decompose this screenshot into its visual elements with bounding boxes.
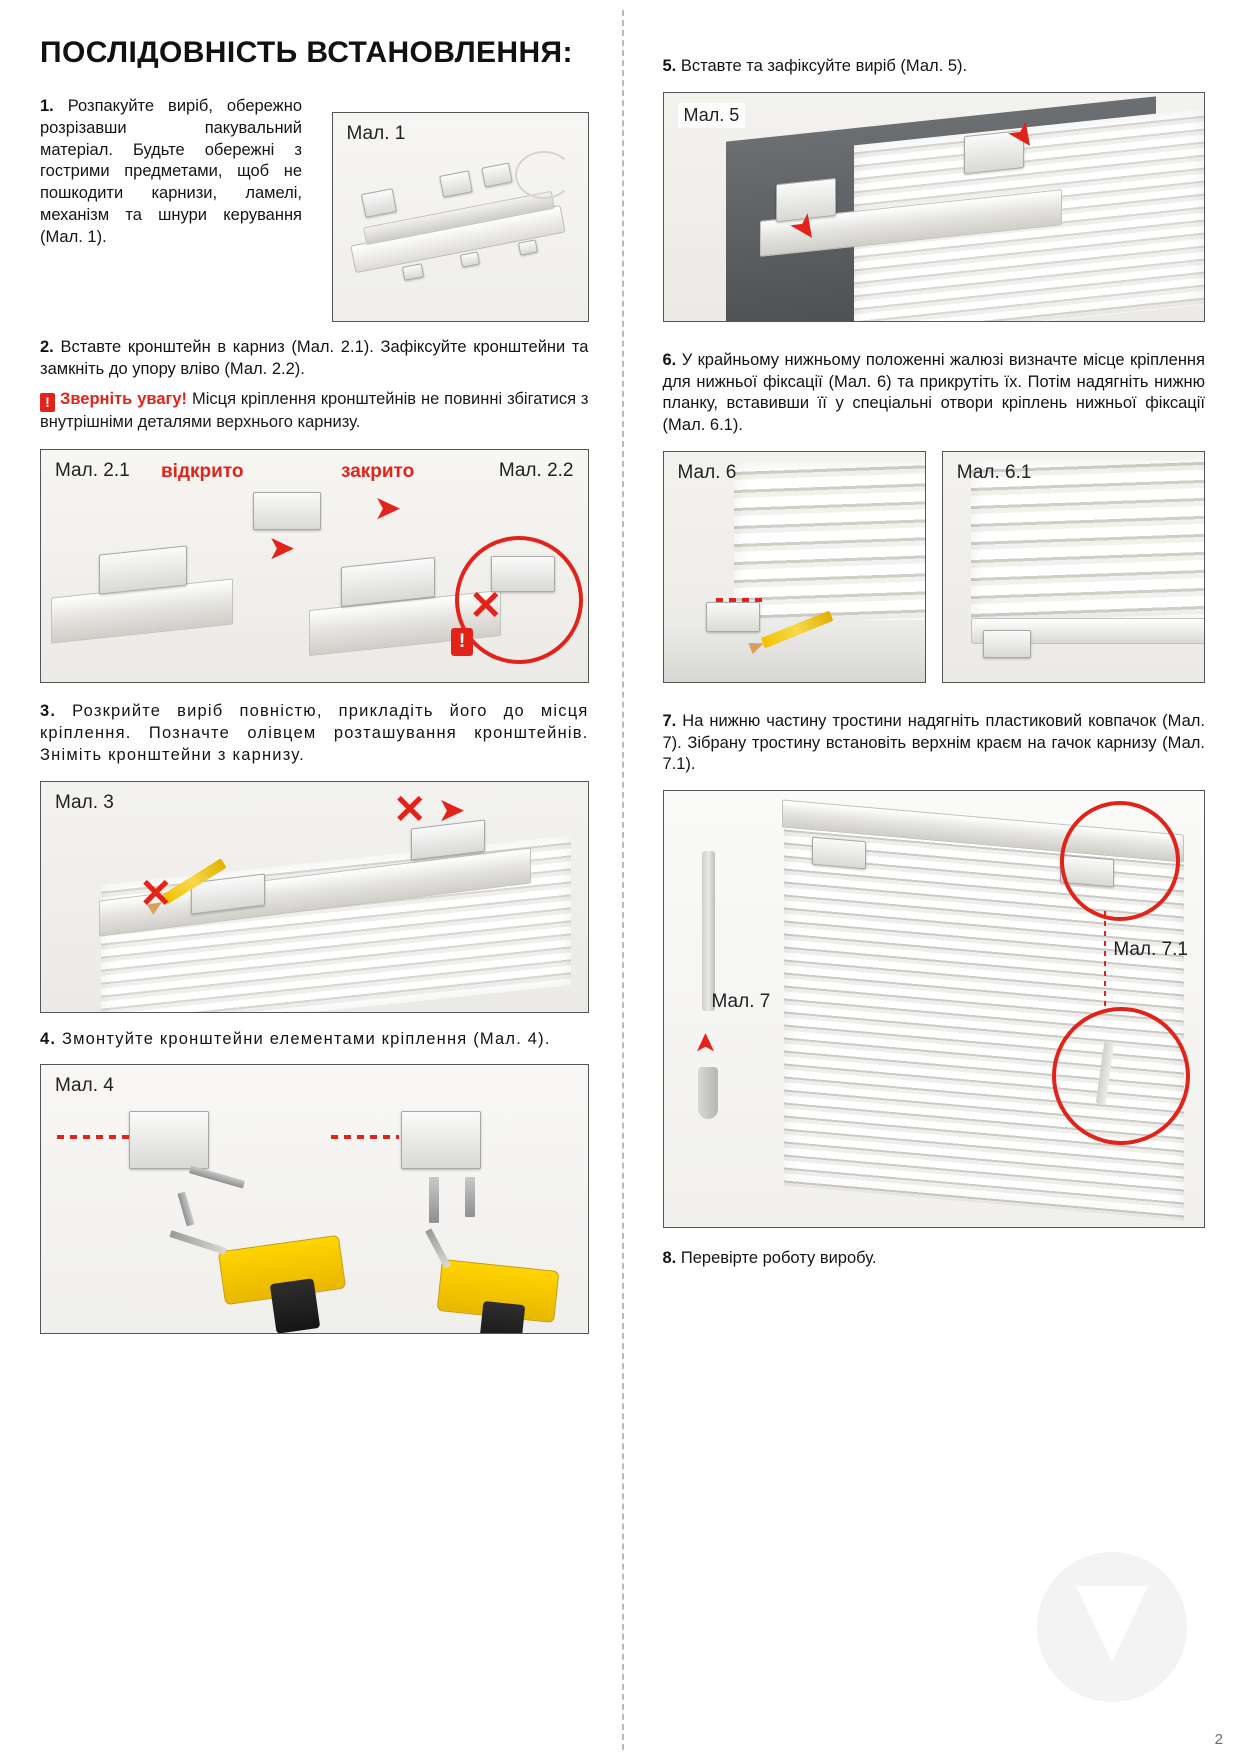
step-3-text — [40, 701, 589, 766]
cross-icon: ✕ — [469, 584, 503, 629]
step-2-text — [40, 337, 589, 381]
exclamation-badge: ! — [451, 628, 473, 656]
step-2-number: 2. — [40, 338, 54, 356]
dotted-guide-line — [57, 1135, 131, 1139]
cross-icon: ✕ — [139, 871, 173, 916]
zoom-connector-line — [1104, 911, 1106, 1007]
column-divider — [622, 10, 624, 1750]
zoom-circle-top — [1060, 801, 1180, 921]
step-3-body: Розкрийте виріб повністю, прикладіть його до місця кріплення. Позначте олівцем розташування кронштейнів. Зніміть кронштейни з карнизу. — [40, 702, 589, 764]
screw-icon — [465, 1177, 475, 1217]
arrow-down-icon: ➤ — [783, 207, 826, 248]
warning-label: Зверніть увагу! — [60, 389, 188, 408]
step-5-body: Вставте та зафіксуйте виріб (Мал. 5). — [680, 57, 968, 75]
figure-3 — [40, 781, 589, 1013]
bracket-top-piece — [253, 492, 321, 530]
figure-1-label: Мал. 1 — [346, 123, 406, 144]
bracket-right — [401, 1111, 481, 1169]
caption-closed: закрито — [341, 461, 415, 483]
top-margin — [0, 0, 1245, 6]
cross-icon: ✕ — [393, 787, 427, 832]
step-6-number: 6. — [662, 350, 677, 369]
arrow-down-icon: ➤ — [269, 532, 295, 566]
arrow-up-icon: ➤ — [691, 1033, 719, 1054]
step-5-number: 5. — [662, 57, 677, 75]
figure-1 — [332, 112, 589, 322]
bottom-fix-bracket — [706, 602, 760, 632]
step-8-number: 8. — [662, 1249, 677, 1268]
plastic-cap-icon — [698, 1067, 718, 1119]
bottom-fix-bracket — [983, 630, 1031, 658]
step-7-number: 7. — [662, 711, 677, 730]
left-column — [40, 28, 623, 1730]
step-6-text — [663, 350, 1206, 437]
step-4-text — [40, 1029, 589, 1051]
warning-body: Місця кріплення кронштейнів не повинні збігатися з внутрішніми деталями верхнього карнизу. — [40, 389, 589, 431]
arrow-right-icon: ➤ — [375, 492, 401, 526]
wand-icon — [702, 851, 715, 1011]
right-column — [623, 28, 1206, 1730]
step-1-number: 1. — [40, 97, 54, 115]
bracket-left — [129, 1111, 209, 1169]
step-8-body: Перевірте роботу виробу. — [680, 1249, 877, 1268]
screw-icon — [429, 1177, 439, 1223]
figure-5-label: Мал. 5 — [683, 104, 740, 125]
figure-6-1-label: Мал. 6.1 — [956, 461, 1032, 483]
dotted-guide-line — [331, 1135, 399, 1139]
dotted-guide-line — [716, 598, 768, 602]
watermark-logo — [1037, 1552, 1187, 1702]
step-4-body: Змонтуйте кронштейни елементами кріплення (Мал. 4). — [61, 1029, 551, 1048]
figure-6-label: Мал. 6 — [677, 461, 737, 483]
bracket-installed — [812, 837, 866, 870]
drill-handle — [479, 1301, 526, 1334]
figure-4-label: Мал. 4 — [55, 1075, 114, 1097]
step-1-body: Розпакуйте виріб, обережно розрізавши пакувальний матеріал. Будьте обережні з гострими предметами, щоб не пошкодити карнизи, ламелі, механізм та шнури керування (Мал. 1). — [40, 97, 302, 246]
step-4-number: 4. — [40, 1029, 57, 1048]
step-5-text — [663, 56, 1206, 78]
figure-5-label-box — [678, 103, 746, 128]
step-7-text — [663, 711, 1206, 776]
figure-3-label: Мал. 3 — [55, 791, 114, 813]
drill-handle — [270, 1279, 321, 1335]
step-8-text — [663, 1248, 1206, 1270]
blind-slats — [971, 460, 1205, 620]
figure-6 — [663, 451, 926, 683]
control-cord — [515, 151, 573, 199]
step-2-warning — [40, 389, 589, 434]
step-6-body: У крайньому нижньому положенні жалюзі визначте місце кріплення для нижньої фіксації (Мал. 6) та прикрутіть їх. Потім надягніть нижню планку, вставивши її у спеціальні отвори кріплень нижньої фіксації (Мал. 6.1). — [662, 350, 1205, 435]
figure-5 — [663, 92, 1206, 322]
figure-6-1 — [942, 451, 1205, 683]
step-1-text — [40, 96, 302, 248]
step-3-number: 3. — [40, 702, 57, 721]
figure-2 — [40, 449, 589, 683]
figure-7-label: Мал. 7 — [711, 991, 771, 1013]
figure-2-2-label: Мал. 2.2 — [498, 460, 574, 482]
figure-7-1-label: Мал. 7.1 — [1113, 939, 1188, 961]
figure-2-1-label: Мал. 2.1 — [55, 460, 130, 482]
arrow-down-icon: ➤ — [1001, 115, 1044, 156]
figure-4 — [40, 1064, 589, 1334]
arrow-down-icon: ➤ — [439, 793, 465, 827]
page-title: ПОСЛІДОВНІСТЬ ВСТАНОВЛЕННЯ: — [40, 36, 573, 69]
caption-open: відкрито — [161, 461, 244, 483]
step-7-body: На нижню частину тростини надягніть пластиковий ковпачок (Мал. 7). Зібрану тростину встановіть верхнім краєм на гачок карнизу (Мал. 7.1). — [662, 711, 1205, 774]
zoom-circle-bottom — [1052, 1007, 1190, 1145]
step-2-body: Вставте кронштейн в карниз (Мал. 2.1). Зафіксуйте кронштейни та замкніть до упору вліво (Мал. 2.2). — [40, 338, 589, 378]
warning-icon: ! — [40, 393, 55, 412]
figure-7 — [663, 790, 1206, 1228]
page-number: 2 — [1214, 1731, 1223, 1748]
